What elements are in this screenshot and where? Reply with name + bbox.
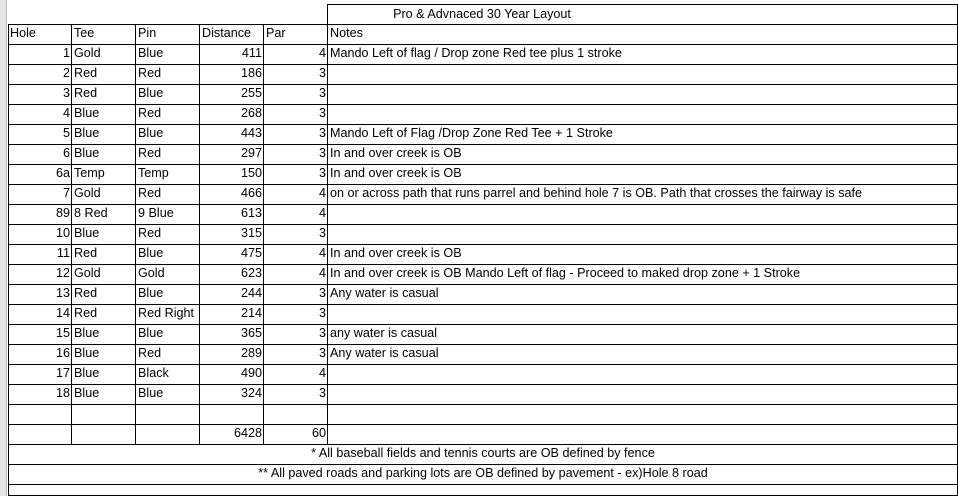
grid-line [8, 404, 958, 405]
cell-notes[interactable]: In and over creek is OB [330, 246, 462, 260]
cell-pin[interactable]: Gold [138, 266, 165, 280]
header-notes[interactable]: Notes [330, 26, 363, 40]
cell-par[interactable]: 3 [318, 306, 326, 320]
cell-notes[interactable]: Mando Left of Flag /Drop Zone Red Tee + 1 Stroke [330, 126, 613, 140]
cell-tee[interactable]: Red [74, 86, 98, 100]
cell-tee[interactable]: 8 Red [74, 206, 108, 220]
cell-hole[interactable]: 7 [62, 186, 70, 200]
cell-hole[interactable]: 10 [55, 226, 70, 240]
cell-par[interactable]: 3 [318, 226, 326, 240]
footnote-1[interactable]: * All baseball fields and tennis courts are OB defined by fence [311, 446, 655, 460]
cell-pin[interactable]: Red [138, 346, 162, 360]
cell-tee[interactable]: Blue [74, 366, 100, 380]
cell-par[interactable]: 4 [318, 246, 326, 260]
cell-distance[interactable]: 613 [240, 206, 262, 220]
cell-pin[interactable]: Black [138, 366, 169, 380]
cell-hole[interactable]: 14 [55, 306, 70, 320]
cell-tee[interactable]: Blue [74, 326, 100, 340]
cell-pin[interactable]: Temp [138, 166, 169, 180]
cell-pin[interactable]: Blue [138, 86, 164, 100]
cell-distance[interactable]: 365 [240, 326, 262, 340]
cell-distance[interactable]: 315 [240, 226, 262, 240]
row-header-strip [0, 0, 7, 496]
cell-notes[interactable]: In and over creek is OB [330, 166, 462, 180]
cell-notes[interactable]: In and over creek is OB [330, 146, 462, 160]
cell-tee[interactable]: Blue [74, 226, 100, 240]
cell-hole[interactable]: 2 [62, 66, 70, 80]
cell-distance[interactable]: 255 [240, 86, 262, 100]
cell-pin[interactable]: Blue [138, 246, 164, 260]
cell-pin[interactable]: Blue [138, 46, 164, 60]
header-par[interactable]: Par [266, 26, 286, 40]
cell-hole[interactable]: 6 [62, 146, 70, 160]
cell-tee[interactable]: Temp [74, 166, 105, 180]
cell-pin[interactable]: Red Right [138, 306, 195, 320]
cell-par[interactable]: 4 [318, 206, 326, 220]
cell-tee[interactable]: Blue [74, 346, 100, 360]
cell-notes[interactable]: any water is casual [330, 326, 438, 340]
cell-par[interactable]: 4 [318, 46, 326, 60]
cell-hole[interactable]: 18 [55, 386, 70, 400]
header-distance[interactable]: Distance [202, 26, 251, 40]
cell-par[interactable]: 3 [318, 326, 326, 340]
cell-tee[interactable]: Red [74, 306, 98, 320]
cell-par[interactable]: 3 [318, 86, 326, 100]
cell-pin[interactable]: Red [138, 226, 162, 240]
cell-tee[interactable]: Blue [74, 146, 100, 160]
cell-notes[interactable]: In and over creek is OB Mando Left of flag - Proceed to maked drop zone + 1 Stroke [330, 266, 801, 280]
footnote-2[interactable]: ** All paved roads and parking lots are OB defined by pavement - ex)Hole 8 road [258, 466, 708, 480]
cell-par[interactable]: 4 [318, 186, 326, 200]
header-tee[interactable]: Tee [74, 26, 95, 40]
cell-hole[interactable]: 1 [62, 46, 70, 60]
cell-distance[interactable]: 475 [240, 246, 262, 260]
grid-line [8, 484, 958, 485]
cell-pin[interactable]: Blue [138, 286, 164, 300]
cell-distance[interactable]: 244 [240, 286, 262, 300]
cell-pin[interactable]: Red [138, 186, 162, 200]
grid-line [8, 424, 958, 425]
total-distance[interactable]: 6428 [233, 426, 262, 440]
cell-pin[interactable]: Blue [138, 386, 164, 400]
cell-pin[interactable]: Red [138, 146, 162, 160]
cell-distance[interactable]: 411 [241, 46, 262, 60]
cell-notes[interactable]: Any water is casual [330, 286, 439, 300]
cell-distance[interactable]: 214 [240, 306, 262, 320]
cell-par[interactable]: 4 [318, 366, 326, 380]
sheet-title[interactable]: Pro & Advnaced 30 Year Layout [393, 7, 571, 21]
cell-par[interactable]: 3 [318, 166, 326, 180]
cell-tee[interactable]: Blue [74, 106, 100, 120]
cell-par[interactable]: 3 [318, 386, 326, 400]
cell-hole[interactable]: 4 [62, 106, 70, 120]
cell-notes[interactable]: on or across path that runs parrel and behind hole 7 is OB. Path that crosses the fairway is safe [330, 186, 863, 200]
cell-hole[interactable]: 6a [55, 166, 70, 180]
cell-hole[interactable]: 5 [62, 126, 70, 140]
cell-pin[interactable]: 9 Blue [138, 206, 174, 220]
cell-distance[interactable]: 297 [240, 146, 262, 160]
cell-par[interactable]: 4 [318, 266, 326, 280]
cell-distance[interactable]: 623 [240, 266, 262, 280]
cell-par[interactable]: 3 [318, 66, 326, 80]
cell-hole[interactable]: 17 [55, 366, 70, 380]
cell-tee[interactable]: Red [74, 246, 98, 260]
cell-distance[interactable]: 186 [240, 66, 262, 80]
cell-tee[interactable]: Gold [74, 186, 101, 200]
cell-tee[interactable]: Gold [74, 266, 101, 280]
cell-hole[interactable]: 89 [55, 206, 70, 220]
cell-hole[interactable]: 13 [55, 286, 70, 300]
cell-distance[interactable]: 490 [240, 366, 262, 380]
cell-tee[interactable]: Blue [74, 386, 100, 400]
cell-distance[interactable]: 324 [240, 386, 262, 400]
cell-par[interactable]: 3 [318, 286, 326, 300]
cell-par[interactable]: 3 [318, 346, 326, 360]
cell-pin[interactable]: Red [138, 66, 162, 80]
cell-distance[interactable]: 268 [240, 106, 262, 120]
cell-distance[interactable]: 443 [240, 126, 262, 140]
cell-par[interactable]: 3 [318, 126, 326, 140]
cell-hole[interactable]: 12 [55, 266, 70, 280]
cell-distance[interactable]: 289 [240, 346, 262, 360]
cell-tee[interactable]: Gold [74, 46, 101, 60]
cell-tee[interactable]: Red [74, 66, 98, 80]
cell-pin[interactable]: Red [138, 106, 162, 120]
cell-par[interactable]: 3 [318, 106, 326, 120]
cell-hole[interactable]: 15 [55, 326, 70, 340]
cell-tee[interactable]: Blue [74, 126, 100, 140]
cell-notes[interactable]: Mando Left of flag / Drop zone Red tee plus 1 stroke [330, 46, 622, 60]
header-pin[interactable]: Pin [138, 26, 157, 40]
cell-hole[interactable]: 11 [56, 246, 70, 260]
cell-distance[interactable]: 466 [240, 186, 262, 200]
total-par[interactable]: 60 [311, 426, 326, 440]
cell-tee[interactable]: Red [74, 286, 98, 300]
cell-distance[interactable]: 150 [240, 166, 262, 180]
cell-notes[interactable]: Any water is casual [330, 346, 439, 360]
cell-pin[interactable]: Blue [138, 126, 164, 140]
cell-par[interactable]: 3 [318, 146, 326, 160]
cell-hole[interactable]: 3 [62, 86, 70, 100]
header-hole[interactable]: Hole [10, 26, 36, 40]
cell-hole[interactable]: 16 [55, 346, 70, 360]
cell-pin[interactable]: Blue [138, 326, 164, 340]
